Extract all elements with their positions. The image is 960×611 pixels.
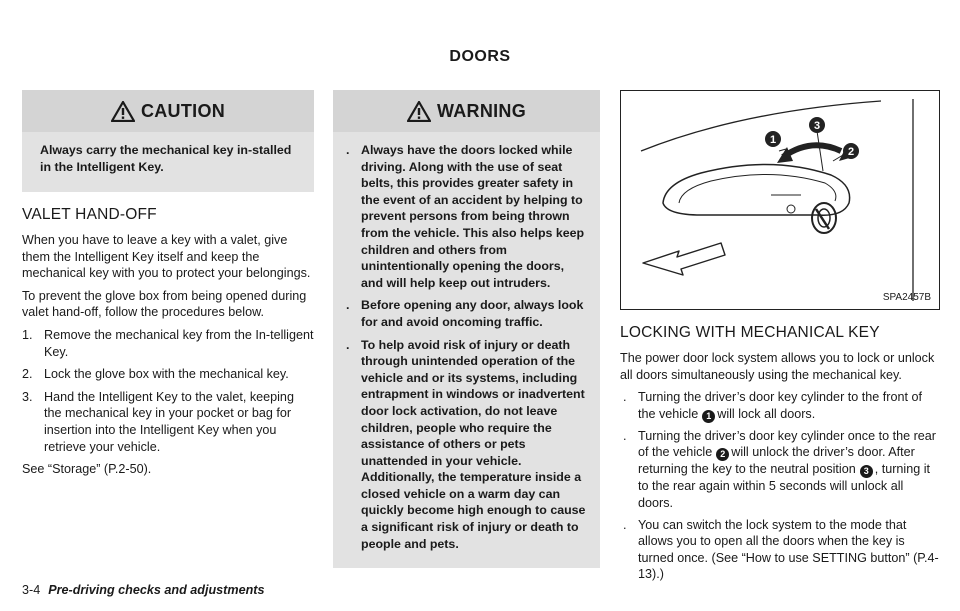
warning-header — [333, 90, 600, 132]
bullet-text: Turning the driver’s door key cylinder to the front of the vehicle — [638, 390, 922, 421]
warning-item-text: Before opening any door, always look for and avoid oncoming traffic. — [361, 298, 584, 329]
list-item — [343, 142, 586, 291]
locking-section-title: LOCKING WITH MECHANICAL KEY — [620, 324, 880, 341]
warning-triangle-icon — [407, 101, 431, 122]
bullet-mark: . — [346, 337, 350, 352]
bullet-mark: . — [346, 143, 350, 157]
circled-number-icon: 1 — [702, 410, 715, 423]
step-number: 1. — [22, 327, 33, 342]
bullet-text: You can switch the lock system to the mode that allows you to open all the doors when the key is turned once. (See “How to use SETTING button” (P.4-13).) — [638, 517, 939, 582]
page-footer — [22, 583, 264, 597]
caution-header — [22, 90, 314, 132]
chapter-title: Pre-driving checks and adjustments — [48, 583, 265, 597]
list-item — [620, 428, 940, 512]
list-item — [22, 327, 314, 360]
figure-label-1: 1 — [769, 134, 777, 146]
valet-paragraph-1: When you have to leave a key with a valet, give them the Intelligent Key itself and keep the mechanical key with you to protect your belongings. — [22, 233, 311, 281]
valet-paragraph-2: To prevent the glove box from being opened during valet hand-off, follow the procedures below. — [22, 288, 307, 320]
bullet-text: will unlock the driver’s door. After returning the key to the neutral position — [638, 445, 915, 477]
list-item — [343, 337, 586, 553]
warning-body — [333, 132, 600, 568]
caution-label: CAUTION — [140, 100, 226, 121]
locking-intro: The power door lock system allows you to lock or unlock all doors simultaneously using the mechanical key. — [620, 351, 935, 382]
bullet-mark: . — [623, 517, 627, 532]
circled-number-icon: 2 — [716, 448, 729, 461]
step-text: Remove the mechanical key from the In-telligent Key. — [44, 327, 314, 359]
valet-steps — [22, 327, 314, 455]
door-handle-illustration — [620, 90, 940, 310]
step-text: Hand the Intelligent Key to the valet, keeping the mechanical key in your pocket or bag for insertion into the Intelligent Key when you retrieve your vehicle. — [44, 389, 294, 454]
warning-triangle-icon — [111, 101, 135, 122]
list-item — [22, 389, 314, 455]
column-middle — [333, 90, 600, 568]
step-text: Lock the glove box with the mechanical key. — [44, 367, 289, 382]
page-number: 3-4 — [22, 583, 41, 597]
step-number: 2. — [22, 367, 33, 382]
step-number: 3. — [22, 389, 33, 404]
warning-label: WARNING — [436, 100, 527, 121]
list-item — [620, 517, 940, 583]
bullet-mark: . — [346, 298, 350, 313]
valet-see-reference: See “Storage” (P.2-50). — [22, 462, 152, 477]
bullet-mark: . — [623, 428, 627, 443]
figure-label-2: 2 — [847, 146, 855, 158]
caution-text: Always carry the mechanical key in-stalled in the Intelligent Key. — [22, 132, 314, 192]
list-item — [620, 389, 940, 423]
door-handle-drawing — [621, 91, 939, 309]
list-item — [343, 297, 586, 330]
figure-label-3: 3 — [813, 120, 821, 132]
valet-section-title: VALET HAND-OFF — [22, 206, 157, 223]
column-left — [22, 90, 314, 484]
circled-number-icon: 3 — [860, 465, 873, 478]
bullet-text: , turning it to the rear again within 5 seconds will unlock all doors. — [638, 462, 931, 510]
bullet-text: will lock all doors. — [717, 406, 816, 421]
locking-bullets — [620, 389, 940, 583]
warning-item-text: Always have the doors locked while driving. Along with the use of seat belts, this provides greater safety in the event of an accident by helping to prevent persons from being thrown from the vehicle. This also helps keep children and others from unintentionally opening the doors, and will help keep out intruders. — [361, 143, 585, 290]
bullet-text: Turning the driver’s door key cylinder once to the rear of the vehicle — [638, 428, 936, 460]
list-item — [22, 366, 314, 383]
page-section-title: DOORS — [449, 48, 511, 65]
caution-box — [22, 90, 314, 192]
warning-box — [333, 90, 600, 568]
bullet-mark: . — [623, 390, 627, 405]
warning-item-text: To help avoid risk of injury or death through unintended operation of the vehicle and or its systems, including entrapment in windows or inadvertent door lock activation, do not leave children, people who require the assistance of others or pets unattended in your vehicle. Additionally, the temperature inside a closed vehicle on a warm day can quickly become high enough to cause a significant risk of injury or death to people and pets. — [361, 337, 586, 551]
column-right — [620, 90, 940, 588]
figure-code: SPA2457B — [882, 292, 931, 303]
